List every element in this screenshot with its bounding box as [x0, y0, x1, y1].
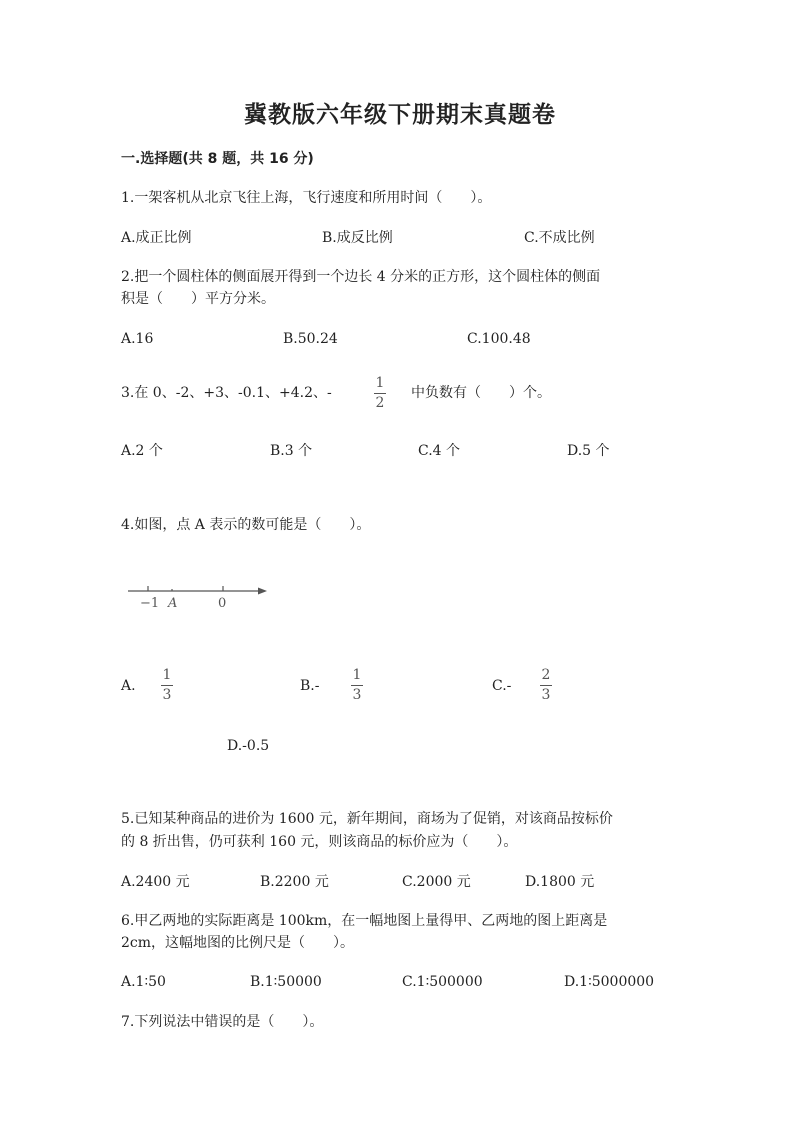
question-6-option-d: D.1∶5000000: [564, 974, 655, 990]
section-heading: 一.选择题(共 8 题，共 16 分): [121, 151, 314, 167]
question-3-stem-end: 中负数有（ ）个。: [411, 385, 551, 401]
arrow-head-icon: [258, 588, 267, 595]
question-5-option-d: D.1800 元: [525, 874, 595, 890]
question-3-option-d: D.5 个: [567, 443, 610, 459]
question-4-option-d: D.-0.5: [227, 738, 270, 754]
label-point-a: A: [168, 596, 178, 611]
question-5-option-c: C.2000 元: [402, 874, 471, 890]
question-6-option-a: A.1∶50: [121, 974, 166, 990]
question-6-option-c: C.1∶500000: [402, 974, 483, 990]
fraction-bar: [540, 685, 552, 686]
fraction-bar: [161, 685, 173, 686]
question-1-option-c: C.不成比例: [524, 230, 595, 246]
question-5-stem-line-2: 的 8 折出售，仍可获利 160 元，则该商品的标价应为（ ）。: [121, 834, 518, 850]
fraction-bar: [374, 393, 386, 394]
question-3-option-a: A.2 个: [121, 443, 163, 459]
question-3-option-b: B.3 个: [270, 443, 313, 459]
label-zero: 0: [218, 596, 227, 611]
fraction-bar: [351, 685, 363, 686]
question-3-fraction: [374, 376, 386, 411]
question-5-option-a: A.2400 元: [121, 874, 190, 890]
fraction-denominator: 3: [352, 687, 362, 703]
question-2-stem-line-2: 积是（ ）平方分米。: [121, 291, 275, 307]
question-6-stem-line-2: 2cm，这幅地图的比例尺是（ ）。: [121, 935, 355, 951]
question-2-stem-line-1: 2.把一个圆柱体的侧面展开得到一个边长 4 分米的正方形，这个圆柱体的侧面: [121, 269, 601, 285]
question-1-option-b: B.成反比例: [322, 230, 393, 246]
question-4-option-c-prefix: C.-: [492, 678, 512, 694]
question-2-option-a: A.16: [121, 331, 154, 347]
number-line-figure: [126, 578, 276, 612]
question-6-option-b: B.1∶50000: [250, 974, 322, 990]
question-4-option-a-fraction: [161, 668, 173, 703]
label-neg1: −1: [140, 596, 160, 611]
question-3-option-c: C.4 个: [418, 443, 461, 459]
fraction-numerator: 1: [162, 667, 172, 683]
question-5-stem-line-1: 5.已知某种商品的进价为 1600 元，新年期间，商场为了促销，对该商品按标价: [121, 811, 613, 827]
question-5-option-b: B.2200 元: [260, 874, 329, 890]
question-7-stem: 7.下列说法中错误的是（ ）。: [121, 1014, 324, 1030]
question-1-option-a: A.成正比例: [121, 230, 192, 246]
page-title: 冀教版六年级下册期末真题卷: [244, 102, 556, 128]
question-1-stem: 1.一架客机从北京飞往上海，飞行速度和所用时间（ ）。: [121, 190, 492, 206]
question-6-stem-line-1: 6.甲乙两地的实际距离是 100km，在一幅地图上量得甲、乙两地的图上距离是: [121, 913, 608, 929]
question-4-option-c-fraction: [540, 668, 552, 703]
question-2-option-b: B.50.24: [283, 331, 338, 347]
question-4-option-a-prefix: A.: [121, 678, 136, 694]
fraction-denominator: 2: [375, 395, 385, 411]
fraction-denominator: 3: [162, 687, 172, 703]
question-4-stem: 4.如图，点 A 表示的数可能是（ ）。: [121, 517, 371, 533]
question-4-option-b-fraction: [351, 668, 363, 703]
fraction-numerator: 2: [541, 667, 551, 683]
fraction-denominator: 3: [541, 687, 551, 703]
fraction-numerator: 1: [352, 667, 362, 683]
question-4-option-b-prefix: B.-: [300, 678, 320, 694]
question-2-option-c: C.100.48: [467, 331, 531, 347]
fraction-numerator: 1: [375, 375, 385, 391]
question-3-stem-start: 3.在 0、-2、+3、-0.1、+4.2、-: [121, 385, 332, 401]
